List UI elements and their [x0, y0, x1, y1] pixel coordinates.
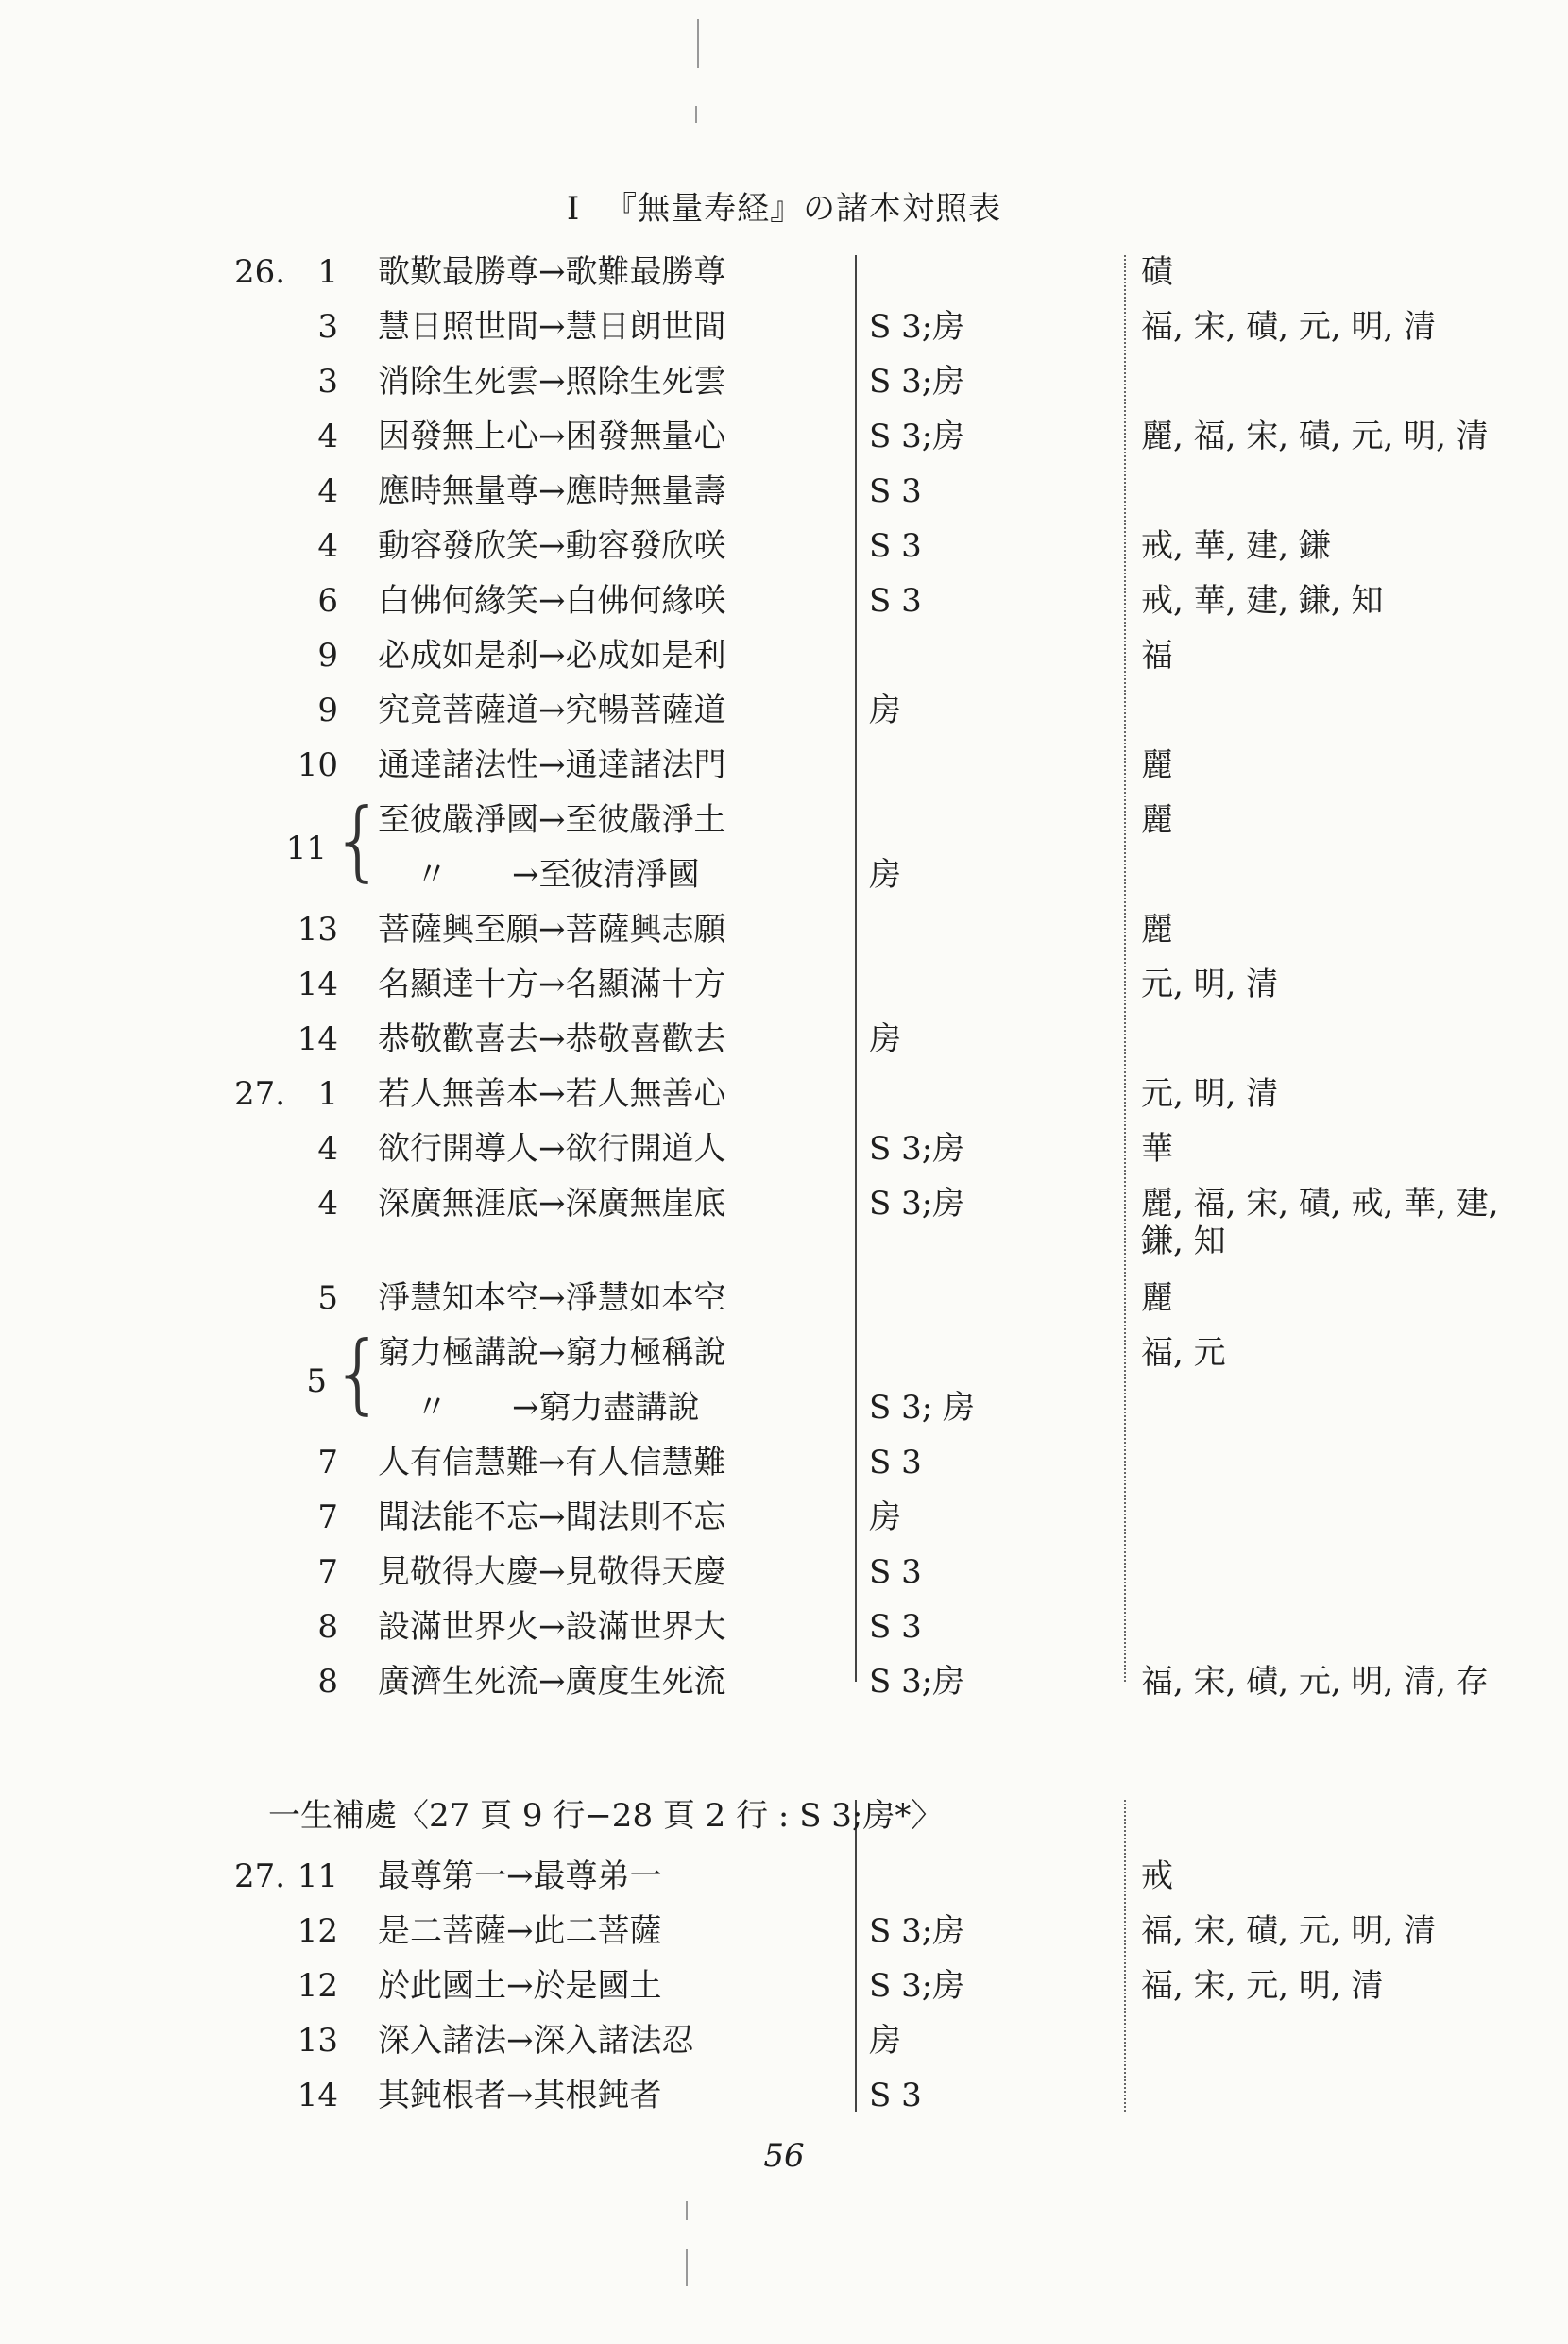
scan-mark — [695, 106, 697, 123]
line-cell: 7 — [317, 1498, 338, 1536]
editions-cell: 元, 明, 清 — [1141, 966, 1279, 1003]
table-row — [0, 410, 1568, 465]
editions-cell: 福, 宋, 磧, 元, 明, 清 — [1141, 1912, 1437, 1950]
scan-mark — [697, 19, 699, 68]
variant-text: 名顯達十方→名顯滿十方 — [378, 966, 726, 1003]
s3-cell: S 3;房 — [869, 1967, 965, 2005]
line-cell: 1 — [317, 253, 338, 291]
s3-cell: 房 — [869, 692, 901, 729]
table-row — [0, 1122, 1568, 1177]
variant-text: 恭敬歡喜去→恭敬喜歡去 — [378, 1020, 726, 1058]
variant-text: 窮力極講說→窮力極稱說 — [378, 1334, 726, 1372]
variant-text: 白佛何緣笑→白佛何緣咲 — [378, 582, 726, 620]
variant-text: 通達諸法性→通達諸法門 — [378, 746, 726, 784]
variant-text: 廣濟生死流→廣度生死流 — [378, 1663, 726, 1701]
table-row — [0, 1655, 1568, 1710]
brace-group — [0, 1323, 1568, 1436]
s3-cell: S 3 — [869, 472, 922, 510]
table-row — [0, 574, 1568, 629]
variant-text: 因發無上心→困發無量心 — [378, 418, 726, 455]
s3-cell: S 3;房 — [869, 308, 965, 346]
line-cell: 4 — [317, 472, 338, 510]
table-row — [0, 1959, 1568, 2014]
chapter-cell: 26. — [234, 253, 286, 291]
line-cell: 13 — [297, 911, 338, 949]
variant-text: 應時無量尊→應時無量壽 — [378, 472, 726, 510]
s3-cell: S 3;房 — [869, 363, 965, 401]
line-cell: 4 — [317, 1185, 338, 1223]
line-cell: 7 — [317, 1553, 338, 1591]
variant-text: 必成如是刹→必成如是利 — [378, 637, 726, 675]
table-row — [0, 1177, 1568, 1272]
variant-text: 最尊第一→最尊弟一 — [378, 1857, 662, 1895]
block-2 — [0, 903, 1568, 1177]
s3-cell: S 3;房 — [869, 418, 965, 455]
variant-text: 若人無善本→若人無善心 — [378, 1075, 726, 1113]
editions-cell: 麗 — [1141, 746, 1173, 784]
variant-text: 歌歎最勝尊→歌難最勝尊 — [378, 253, 726, 291]
line-cell: 5 — [306, 1362, 327, 1400]
editions-cell: 戒, 華, 建, 鎌 — [1141, 527, 1331, 565]
variant-text: 見敬得大慶→見敬得天慶 — [378, 1553, 726, 1591]
block-1 — [0, 246, 1568, 794]
variant-text: 是二菩薩→此二菩薩 — [378, 1912, 662, 1950]
table-row — [0, 520, 1568, 574]
s3-cell: 房 — [869, 2022, 901, 2060]
table-row — [0, 958, 1568, 1013]
s3-cell: S 3;房 — [869, 1663, 965, 1701]
line-cell: 11 — [285, 830, 327, 867]
variant-text: 菩薩興至願→菩薩興志願 — [378, 911, 726, 949]
line-cell: 13 — [297, 2022, 338, 2060]
editions-cell: 麗, 福, 宋, 磧, 戒, 華, 建, 鎌, 知 — [1141, 1185, 1499, 1260]
variant-text: 淨慧知本空→淨慧如本空 — [378, 1279, 726, 1317]
chapter-cell: 27. — [234, 1857, 286, 1895]
table-row — [0, 629, 1568, 684]
brace-icon: { — [331, 790, 386, 891]
variant-text: 慧日照世間→慧日朗世間 — [378, 308, 726, 346]
line-cell: 3 — [317, 308, 338, 346]
table-row — [0, 2069, 1568, 2124]
variant-text: 深入諸法→深入諸法忍 — [378, 2022, 694, 2060]
variant-text: 消除生死雲→照除生死雲 — [378, 363, 726, 401]
table-row — [0, 684, 1568, 739]
s3-cell: S 3 — [869, 527, 922, 565]
editions-cell: 福 — [1141, 637, 1173, 675]
line-cell: 14 — [297, 2077, 338, 2114]
editions-cell: 磧 — [1141, 253, 1173, 291]
editions-cell: 元, 明, 清 — [1141, 1075, 1279, 1113]
table-row — [0, 739, 1568, 794]
s3-cell: 房 — [869, 1020, 901, 1058]
table-row — [0, 903, 1568, 958]
table-row — [0, 465, 1568, 520]
editions-cell: 麗, 福, 宋, 磧, 元, 明, 清 — [1141, 418, 1489, 455]
variant-text: 究竟菩薩道→究暢菩薩道 — [378, 692, 726, 729]
line-cell: 14 — [297, 966, 338, 1003]
table-row — [0, 355, 1568, 410]
variant-text: 欲行開導人→欲行開道人 — [378, 1130, 726, 1168]
variant-text: 聞法能不忘→聞法則不忘 — [378, 1498, 726, 1536]
section-header: 一生補處〈27 頁 9 行−28 頁 2 行 : S 3;房*〉 — [268, 1797, 944, 1835]
s3-cell: S 3 — [869, 582, 922, 620]
section-header-row — [0, 1791, 1568, 1850]
s3-cell: S 3 — [869, 1444, 922, 1481]
editions-cell: 戒, 華, 建, 鎌, 知 — [1141, 582, 1384, 620]
line-cell: 4 — [317, 527, 338, 565]
editions-cell: 麗 — [1141, 911, 1173, 949]
block-5 — [0, 1850, 1568, 2124]
line-cell: 12 — [297, 1912, 338, 1950]
variant-text: 於此國土→於是國土 — [378, 1967, 662, 2005]
line-cell: 7 — [317, 1444, 338, 1481]
scan-mark — [686, 2249, 688, 2286]
editions-cell: 福, 宋, 磧, 元, 明, 清 — [1141, 308, 1437, 346]
table-row — [0, 1491, 1568, 1546]
page-number: 56 — [763, 2137, 805, 2175]
s3-cell: S 3; 房 — [869, 1389, 975, 1427]
editions-cell: 福, 宋, 元, 明, 清 — [1141, 1967, 1384, 2005]
line-cell: 6 — [317, 582, 338, 620]
table-row — [0, 1850, 1568, 1905]
s3-cell: S 3 — [869, 1608, 922, 1646]
line-cell: 14 — [297, 1020, 338, 1058]
section-gap — [0, 1710, 1568, 1791]
s3-cell: 房 — [869, 856, 901, 894]
table-row — [0, 246, 1568, 300]
variant-text: 人有信慧難→有人信慧難 — [378, 1444, 726, 1481]
table-row — [0, 1272, 1568, 1326]
table-row — [0, 1013, 1568, 1068]
s3-cell: 房 — [869, 1498, 901, 1536]
editions-cell: 麗 — [1141, 1279, 1173, 1317]
variant-text: 至彼嚴淨國→至彼嚴淨土 — [378, 801, 726, 839]
table-row — [0, 1600, 1568, 1655]
variant-text: 設滿世界火→設滿世界大 — [378, 1608, 726, 1646]
editions-cell: 麗 — [1141, 801, 1173, 839]
line-cell: 4 — [317, 418, 338, 455]
chapter-cell: 27. — [234, 1075, 286, 1113]
collation-table — [0, 246, 1568, 2124]
variant-text: 〃 →至彼清淨國 — [416, 856, 700, 894]
variant-text: 其鈍根者→其根鈍者 — [378, 2077, 662, 2114]
editions-cell: 戒 — [1141, 1857, 1173, 1895]
s3-cell: S 3 — [869, 2077, 922, 2114]
s3-cell: S 3;房 — [869, 1130, 965, 1168]
line-cell: 9 — [317, 637, 338, 675]
table-row — [0, 300, 1568, 355]
block-4 — [0, 1436, 1568, 1710]
s3-cell: S 3 — [869, 1553, 922, 1591]
title-text: 『無量寿経』の諸本対照表 — [605, 190, 1002, 228]
line-cell: 8 — [317, 1663, 338, 1701]
line-cell: 9 — [317, 692, 338, 729]
brace-icon: { — [331, 1323, 386, 1424]
s3-cell: S 3;房 — [869, 1912, 965, 1950]
variant-text: 深廣無涯底→深廣無崖底 — [378, 1185, 726, 1223]
line-cell: 5 — [317, 1279, 338, 1317]
table-row — [0, 2014, 1568, 2069]
editions-cell: 華 — [1141, 1130, 1173, 1168]
editions-cell: 福, 元 — [1141, 1334, 1226, 1372]
line-cell: 8 — [317, 1608, 338, 1646]
table-row — [0, 1436, 1568, 1491]
table-row — [0, 1068, 1568, 1122]
scan-mark — [686, 2201, 688, 2220]
line-cell: 10 — [297, 746, 338, 784]
variant-text: 〃 →窮力盡講說 — [416, 1389, 700, 1427]
line-cell: 1 — [317, 1075, 338, 1113]
page-title — [0, 182, 1568, 229]
line-cell: 4 — [317, 1130, 338, 1168]
table-row — [0, 1905, 1568, 1959]
line-cell: 11 — [297, 1857, 338, 1895]
variant-text: 動容發欣笑→動容發欣咲 — [378, 527, 726, 565]
table-row — [0, 1546, 1568, 1600]
brace-group — [0, 790, 1568, 903]
line-cell: 12 — [297, 1967, 338, 2005]
title-numeral: I — [566, 190, 581, 228]
editions-cell: 福, 宋, 磧, 元, 明, 清, 存 — [1141, 1663, 1489, 1701]
line-cell: 3 — [317, 363, 338, 401]
s3-cell: S 3;房 — [869, 1185, 965, 1223]
